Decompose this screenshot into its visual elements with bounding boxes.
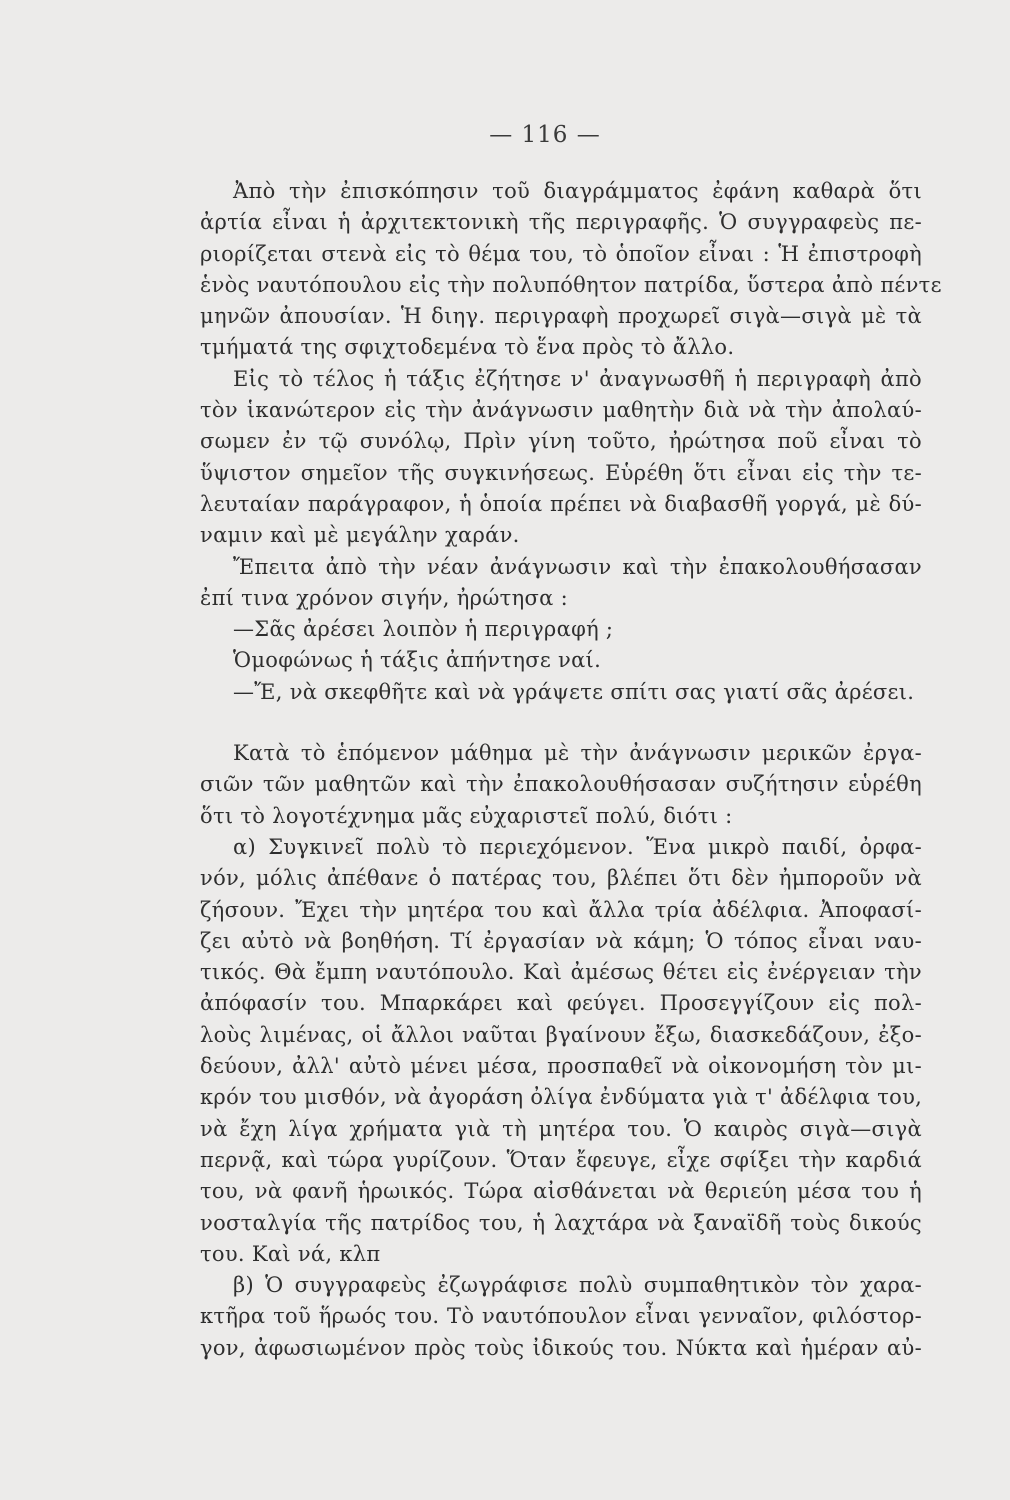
text-line: νὰ ἔχη λίγα χρήματα γιὰ τὴ μητέρα του. Ὁ καιρὸς σιγὰ—σιγὰ [200, 1116, 922, 1141]
text-line: ζει αὐτὸ νὰ βοηθήση. Τί ἐργασίαν νὰ κάμη; Ὁ τόπος εἶναι ναυ- [200, 928, 922, 953]
text-line: α) Συγκινεῖ πολὺ τὸ περιεχόμενον. Ἕνα μικρὸ παιδί, ὀρφα- [233, 834, 922, 859]
section-reading-discussion [200, 176, 942, 708]
text-line: ἑνὸς ναυτόπουλου εἰς τὴν πολυπόθητον πατρίδα, ὕστερα ἀπὸ πέντε [200, 272, 942, 297]
text-line: ὅτι τὸ λογοτέχνημα μᾶς εὐχαριστεῖ πολύ, διότι : [200, 803, 733, 828]
text-line: τμήματά της σφιχτοδεμένα τὸ ἕνα πρὸς τὸ ἄλλο. [200, 335, 735, 360]
dialogue-line: —Ἔ, νὰ σκεφθῆτε καὶ νὰ γράψετε σπίτι σας γιατί σᾶς ἀρέσει. [233, 679, 915, 704]
text-line: μηνῶν ἀπουσίαν. Ἡ διηγ. περιγραφὴ προχωρεῖ σιγὰ—σιγὰ μὲ τὰ [200, 304, 922, 329]
text-line: δεύουν, ἀλλ' αὐτὸ μένει μέσα, προσπαθεῖ νὰ οἰκονομήση τὸν μι- [200, 1054, 922, 1079]
text-line: σιῶν τῶν μαθητῶν καὶ τὴν ἐπακολουθήσασαν συζήτησιν εὑρέθη [200, 772, 922, 797]
text-line: ζήσουν. Ἔχει τὴν μητέρα του καὶ ἄλλα τρία ἀδέλφια. Ἀποφασί- [200, 897, 922, 922]
text-line: σωμεν ἐν τῷ συνόλῳ, Πρὶν γίνη τοῦτο, ἠρώτησα ποῦ εἶναι τὸ [200, 429, 922, 454]
section-gap [200, 708, 922, 738]
text-line: γον, ἀφωσιωμένον πρὸς τοὺς ἰδικούς του. Νύκτα καὶ ἡμέραν αὐ- [200, 1335, 922, 1360]
page-text [200, 176, 942, 1364]
text-line: Κατὰ τὸ ἑπόμενον μάθημα μὲ τὴν ἀνάγνωσιν μερικῶν ἐργα- [233, 741, 922, 766]
text-line: περνᾷ, καὶ τώρα γυρίζουν. Ὅταν ἔφευγε, εἶχε σφίξει τὴν καρδιά [200, 1147, 922, 1172]
text-line: ἀπόφασίν του. Μπαρκάρει καὶ φεύγει. Προσεγγίζουν εἰς πολ- [200, 991, 922, 1016]
text-line: ναμιν καὶ μὲ μεγάλην χαράν. [200, 523, 520, 548]
text-line: Ἔπειτα ἀπὸ τὴν νέαν ἀνάγνωσιν καὶ τὴν ἐπακολουθήσασαν [233, 554, 922, 579]
text-line: ἐπί τινα χρόνον σιγήν, ἠρώτησα : [200, 585, 568, 610]
section-analysis [200, 738, 922, 1364]
text-line: κτῆρα τοῦ ἥρωός του. Τὸ ναυτόπουλον εἶναι γενναῖον, φιλόστορ- [200, 1304, 922, 1329]
dialogue-line: —Σᾶς ἀρέσει λοιπὸν ἡ περιγραφή ; [233, 617, 614, 642]
text-line: νοσταλγία τῆς πατρίδος του, ἡ λαχτάρα νὰ ξαναϊδῆ τοὺς δικούς [200, 1210, 922, 1235]
text-line: ἀρτία εἶναι ἡ ἀρχιτεκτονικὴ τῆς περιγραφῆς. Ὁ συγγραφεὺς πε- [200, 210, 922, 235]
dialogue-line: Ὁμοφώνως ἡ τάξις ἀπήντησε ναί. [233, 648, 602, 673]
text-line: τὸν ἱκανώτερον εἰς τὴν ἀνάγνωσιν μαθητὴν διὰ νὰ τὴν ἀπολαύ- [200, 398, 922, 423]
text-line: ὕψιστον σημεῖον τῆς συγκινήσεως. Εὑρέθη ὅτι εἶναι εἰς τὴν τε- [200, 460, 922, 485]
text-line: του. Καὶ νά, κλπ [200, 1241, 381, 1266]
text-line: Ἀπὸ τὴν ἐπισκόπησιν τοῦ διαγράμματος ἐφάνη καθαρὰ ὅτι [233, 179, 922, 203]
text-line: λοὺς λιμένας, οἱ ἄλλοι ναῦται βγαίνουν ἔξω, διασκεδάζουν, ἐξο- [200, 1022, 922, 1047]
text-line: κρόν του μισθόν, νὰ ἀγοράση ὀλίγα ἐνδύματα γιὰ τ' ἀδέλφια του, [200, 1085, 923, 1110]
text-line: Εἰς τὸ τέλος ἡ τάξις ἐζήτησε ν' ἀναγνωσθῆ ἡ περιγραφὴ ἀπὸ [233, 366, 922, 391]
page-number: — 116 — [489, 122, 601, 148]
text-line: νόν, μόλις ἀπέθανε ὁ πατέρας του, βλέπει ὅτι δὲν ἠμποροῦν νὰ [200, 866, 922, 891]
text-line: ριορίζεται στενὰ εἰς τὸ θέμα του, τὸ ὁποῖον εἶναι : Ἡ ἐπιστροφὴ [200, 241, 922, 266]
text-line: τικός. Θὰ ἔμπη ναυτόπουλο. Καὶ ἀμέσως θέτει εἰς ἐνέργειαν τὴν [200, 960, 922, 985]
text-line: β) Ὁ συγγραφεὺς ἐζωγράφισε πολὺ συμπαθητικὸν τὸν χαρα- [233, 1273, 922, 1298]
text-line: λευταίαν παράγραφον, ἡ ὁποία πρέπει νὰ διαβασθῆ γοργά, μὲ δύ- [200, 491, 922, 516]
text-line: του, νὰ φανῆ ἡρωικός. Τώρα αἰσθάνεται νὰ θεριεύη μέσα του ἡ [200, 1179, 922, 1204]
